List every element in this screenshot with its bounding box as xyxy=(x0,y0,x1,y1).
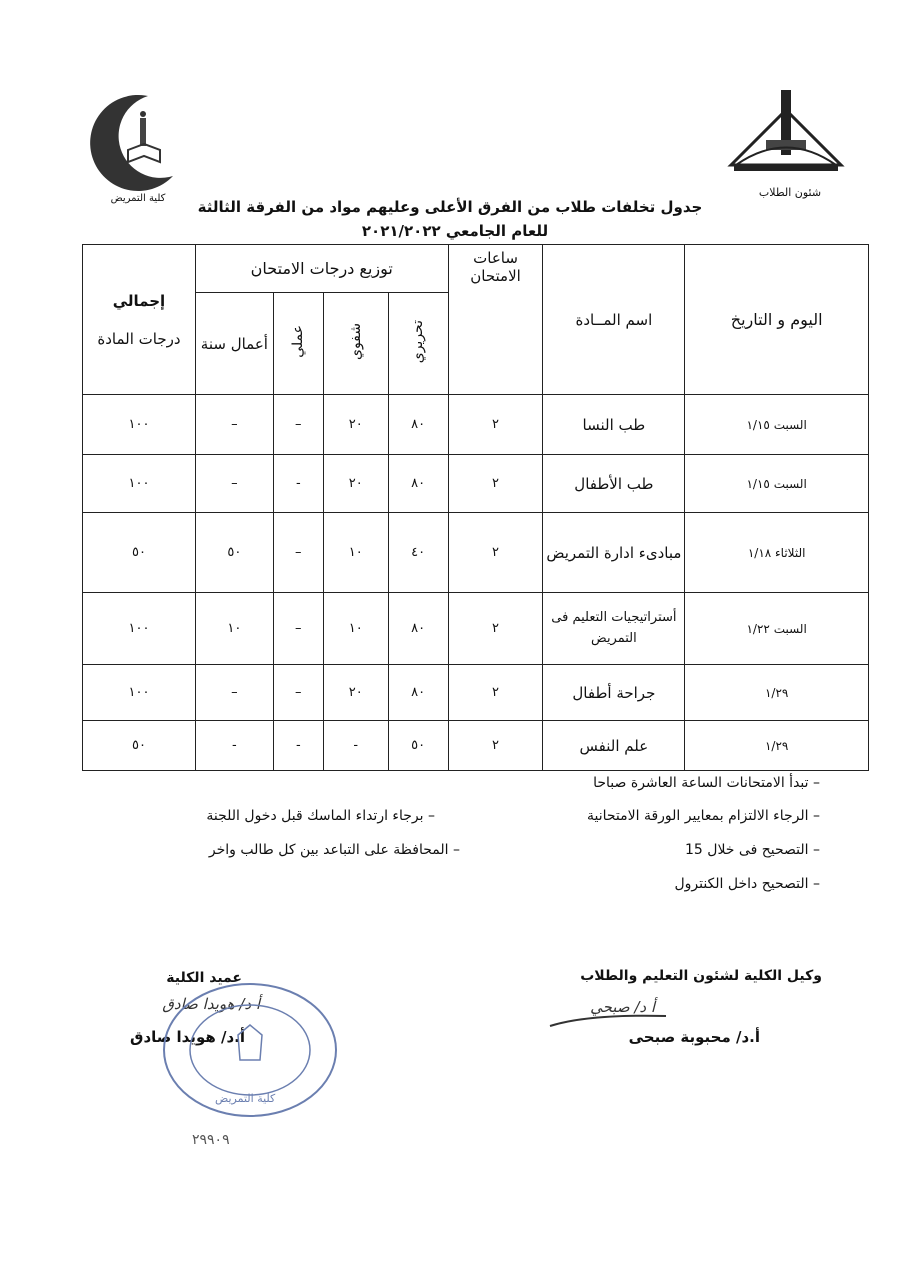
row-subject: أستراتيجيات التعليم فى التمريض xyxy=(543,593,685,665)
table-row xyxy=(83,395,869,455)
header-hours: ساعات الامتحان xyxy=(448,245,543,395)
row-written: ٨٠ xyxy=(388,455,448,513)
row-practical: – xyxy=(273,665,323,721)
vice-dean-signature-stroke xyxy=(548,1010,668,1030)
table-row xyxy=(83,513,869,593)
row-year-work: ٥٠ xyxy=(195,513,273,593)
row-written: ٤٠ xyxy=(388,513,448,593)
row-hours: ٢ xyxy=(448,455,543,513)
student-affairs-caption: شئون الطلاب xyxy=(758,186,822,199)
vice-dean-handwriting: أ د/ صبحي xyxy=(590,998,655,1016)
row-hours: ٢ xyxy=(448,665,543,721)
header-total xyxy=(83,245,196,395)
row-total: ١٠٠ xyxy=(83,665,196,721)
row-oral: ٢٠ xyxy=(323,395,388,455)
note-correction-period: – التصحيح فى خلال 15 xyxy=(685,842,820,858)
row-year-work: – xyxy=(195,395,273,455)
row-hours: ٢ xyxy=(448,513,543,593)
row-oral: ١٠ xyxy=(323,513,388,593)
vice-dean-name: أ.د/ محبوبة صبحى xyxy=(628,1028,760,1046)
note-paper-standards: – الرجاء الالتزام بمعايير الورقة الامتحانية xyxy=(586,808,820,824)
row-total: ١٠٠ xyxy=(83,593,196,665)
row-subject: طب الأطفال xyxy=(543,455,685,513)
vice-dean-title: وكيل الكلية لشئون التعليم والطلاب xyxy=(580,968,822,984)
header-oral: شفوي xyxy=(347,322,364,360)
row-hours: ٢ xyxy=(448,593,543,665)
row-day: السبت ١/١٥ xyxy=(685,455,869,513)
table-row xyxy=(83,665,869,721)
note-start-time: – تبدأ الامتحانات الساعة العاشرة صباحا xyxy=(593,775,820,791)
header-total-line2: درجات المادة xyxy=(97,329,181,348)
row-oral: - xyxy=(323,721,388,771)
header-total-line1: إجمالي xyxy=(112,291,166,310)
row-practical: – xyxy=(273,593,323,665)
row-practical: – xyxy=(273,513,323,593)
row-total: ١٠٠ xyxy=(83,395,196,455)
row-day: السبت ١/١٥ xyxy=(685,395,869,455)
header-written: تحريري xyxy=(410,319,427,364)
header-subject: اسم المــادة xyxy=(543,245,685,395)
row-oral: ٢٠ xyxy=(323,455,388,513)
row-oral: ١٠ xyxy=(323,593,388,665)
stamp-text: كلية التمريض xyxy=(215,1092,276,1105)
row-day: الثلاثاء ١/١٨ xyxy=(685,513,869,593)
dean-title: عميد الكلية xyxy=(166,970,242,986)
row-total: ١٠٠ xyxy=(83,455,196,513)
header-year-work: أعمال سنة xyxy=(195,293,273,395)
row-practical: - xyxy=(273,455,323,513)
row-written: ٨٠ xyxy=(388,593,448,665)
university-logo xyxy=(726,70,846,180)
table-row xyxy=(83,721,869,771)
row-year-work: - xyxy=(195,721,273,771)
row-year-work: ١٠ xyxy=(195,593,273,665)
row-year-work: – xyxy=(195,665,273,721)
exam-schedule-table xyxy=(82,244,869,771)
row-subject: طب النسا xyxy=(543,395,685,455)
row-day: ١/٢٩ xyxy=(685,665,869,721)
note-correction-location: – التصحيح داخل الكنترول xyxy=(674,876,820,892)
row-year-work: – xyxy=(195,455,273,513)
row-hours: ٢ xyxy=(448,721,543,771)
row-hours: ٢ xyxy=(448,395,543,455)
header-day: اليوم و التاريخ xyxy=(685,245,869,395)
row-written: ٨٠ xyxy=(388,395,448,455)
row-subject: علم النفس xyxy=(543,721,685,771)
row-oral: ٢٠ xyxy=(323,665,388,721)
row-practical: – xyxy=(273,395,323,455)
row-written: ٥٠ xyxy=(388,721,448,771)
stamp-number: ٢٩٩٠٩ xyxy=(192,1132,230,1148)
note-distancing: – المحافظة على التباعد بين كل طالب واخر xyxy=(208,842,460,858)
faculty-logo-caption: كلية التمريض xyxy=(110,193,166,204)
row-total: ٥٠ xyxy=(83,513,196,593)
dean-handwriting: أ د/ هويدا صادق xyxy=(162,995,260,1013)
row-subject: جراحة أطفال xyxy=(543,665,685,721)
row-day: ١/٢٩ xyxy=(685,721,869,771)
dean-name: أ.د/ هويدا صادق xyxy=(130,1028,245,1046)
row-day: السبت ١/٢٢ xyxy=(685,593,869,665)
row-subject: مبادىء ادارة التمريض xyxy=(543,513,685,593)
row-written: ٨٠ xyxy=(388,665,448,721)
row-total: ٥٠ xyxy=(83,721,196,771)
header-practical: عملي xyxy=(290,325,307,358)
note-mask: – برجاء ارتداء الماسك قبل دخول اللجنة xyxy=(206,808,435,824)
row-practical: - xyxy=(273,721,323,771)
academic-year: للعام الجامعي ٢٠٢١/٢٠٢٢ xyxy=(361,222,549,240)
table-row xyxy=(83,455,869,513)
faculty-logo xyxy=(78,88,188,198)
header-distribution: توزيع درجات الامتحان xyxy=(195,245,448,293)
document-title: جدول تخلفات طلاب من الفرق الأعلى وعليهم مواد من الفرقة الثالثة xyxy=(197,198,703,216)
table-row xyxy=(83,593,869,665)
